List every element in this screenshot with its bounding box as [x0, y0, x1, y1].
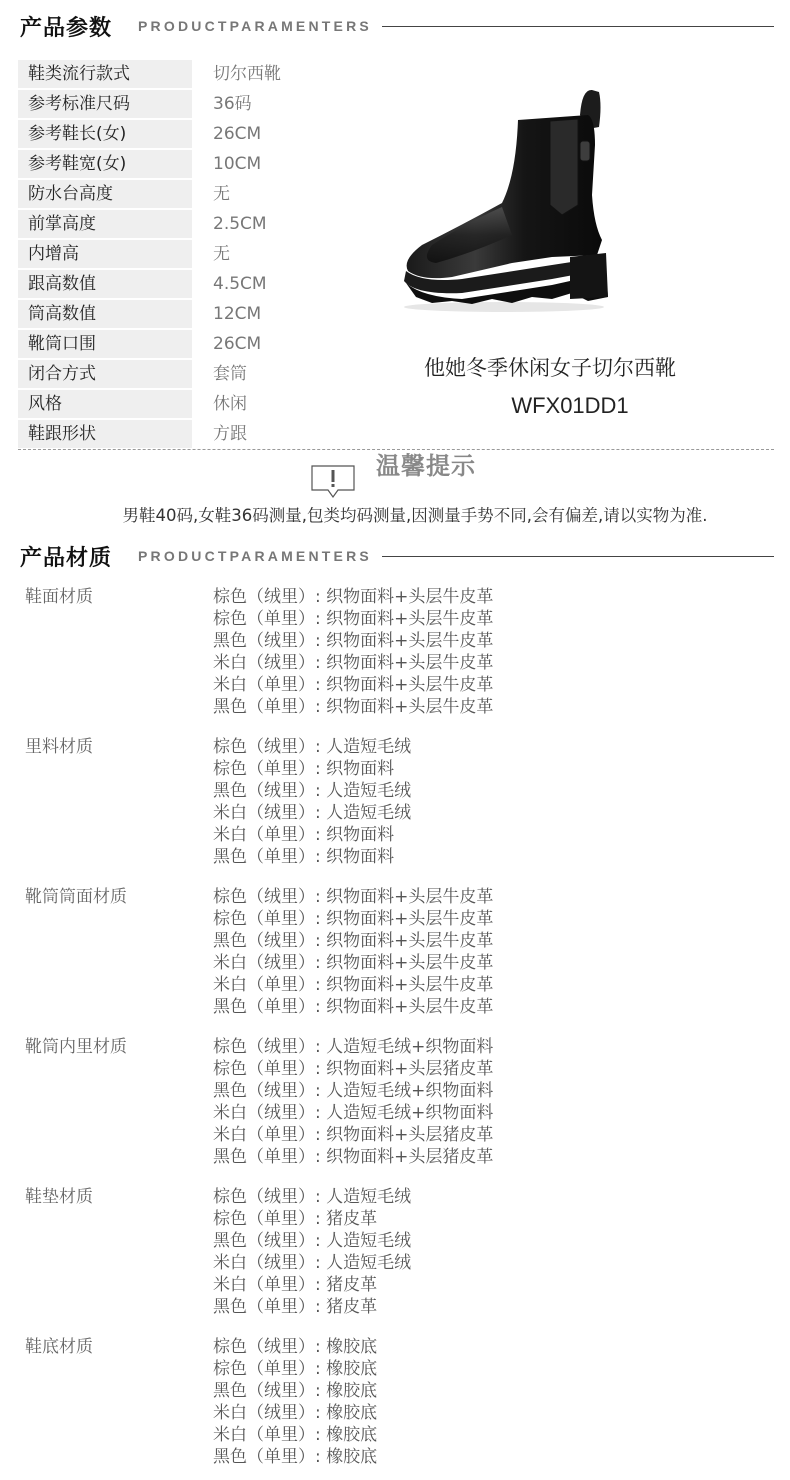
material-line: 棕色（绒里）: 人造短毛绒+织物面料 [213, 1037, 494, 1057]
material-label: 鞋底材质 [25, 1337, 93, 1357]
chelsea-boot-icon [392, 85, 617, 315]
params-section-header [20, 6, 774, 46]
material-line: 棕色（绒里）: 橡胶底 [213, 1337, 378, 1357]
product-code: WFX01DD1 [511, 393, 629, 418]
material-group [25, 586, 765, 718]
material-line: 米白（单里）: 织物面料+头层猪皮革 [213, 1125, 494, 1145]
material-line: 棕色（单里）: 猪皮革 [213, 1209, 378, 1229]
exclamation-icon [310, 464, 356, 500]
material-values [213, 736, 411, 868]
param-name: 鞋跟形状 [18, 420, 192, 448]
param-name: 风格 [18, 390, 192, 418]
material-line: 棕色（单里）: 织物面料+头层牛皮革 [213, 609, 494, 629]
material-label: 靴筒筒面材质 [25, 887, 127, 907]
param-row [18, 390, 378, 420]
material-line: 黑色（绒里）: 织物面料+头层牛皮革 [213, 931, 494, 951]
material-line: 黑色（绒里）: 橡胶底 [213, 1381, 378, 1401]
material-line: 棕色（单里）: 橡胶底 [213, 1359, 378, 1379]
material-values [213, 1036, 493, 1168]
param-value: 26CM [213, 124, 262, 144]
param-value: 4.5CM [213, 274, 267, 294]
param-value: 切尔西靴 [213, 64, 281, 84]
material-label: 鞋面材质 [25, 587, 93, 607]
material-line: 米白（绒里）: 织物面料+头层牛皮革 [213, 653, 494, 673]
param-value: 10CM [213, 154, 262, 174]
param-row [18, 300, 378, 330]
param-row [18, 330, 378, 360]
material-line: 米白（绒里）: 橡胶底 [213, 1403, 378, 1423]
params-section-title: 产品参数 [20, 15, 113, 41]
materials-section-subtitle: PRODUCTPARAMENTERS [138, 548, 372, 564]
material-line: 黑色（绒里）: 织物面料+头层牛皮革 [213, 631, 494, 651]
material-line: 米白（单里）: 织物面料 [213, 825, 395, 845]
param-name: 参考鞋长(女) [18, 120, 192, 148]
materials-list [25, 586, 765, 1480]
material-line: 棕色（绒里）: 织物面料+头层牛皮革 [213, 887, 494, 907]
material-values [213, 1186, 411, 1318]
param-value: 无 [213, 244, 230, 264]
param-name: 跟高数值 [18, 270, 192, 298]
material-group [25, 1036, 765, 1168]
material-line: 棕色（绒里）: 人造短毛绒 [213, 737, 412, 757]
param-name: 闭合方式 [18, 360, 192, 388]
materials-section-title: 产品材质 [20, 545, 113, 571]
param-row [18, 270, 378, 300]
param-name: 筒高数值 [18, 300, 192, 328]
material-line: 米白（单里）: 橡胶底 [213, 1425, 378, 1445]
material-line: 棕色（绒里）: 织物面料+头层牛皮革 [213, 587, 494, 607]
material-line: 米白（绒里）: 人造短毛绒 [213, 1253, 412, 1273]
material-values [213, 1336, 377, 1468]
material-line: 黑色（单里）: 织物面料+头层牛皮革 [213, 697, 494, 717]
header-rule [382, 556, 774, 557]
param-row [18, 120, 378, 150]
param-row [18, 420, 378, 450]
material-values [213, 586, 493, 718]
material-group [25, 1186, 765, 1318]
material-line: 米白（单里）: 猪皮革 [213, 1275, 378, 1295]
param-value: 12CM [213, 304, 262, 324]
param-value: 26CM [213, 334, 262, 354]
material-label: 鞋垫材质 [25, 1187, 93, 1207]
material-line: 米白（绒里）: 人造短毛绒+织物面料 [213, 1103, 494, 1123]
param-row [18, 180, 378, 210]
material-group [25, 1336, 765, 1468]
param-name: 前掌高度 [18, 210, 192, 238]
tip-text: 男鞋40码,女鞋36码测量,包类均码测量,因测量手势不同,会有偏差,请以实物为准. [122, 506, 708, 525]
param-value: 方跟 [213, 424, 247, 444]
material-line: 黑色（单里）: 橡胶底 [213, 1447, 378, 1467]
material-line: 黑色（绒里）: 人造短毛绒 [213, 1231, 412, 1251]
param-row [18, 90, 378, 120]
material-line: 米白（单里）: 织物面料+头层牛皮革 [213, 975, 494, 995]
material-line: 米白（单里）: 织物面料+头层牛皮革 [213, 675, 494, 695]
material-line: 棕色（单里）: 织物面料+头层猪皮革 [213, 1059, 494, 1079]
param-name: 参考标准尺码 [18, 90, 192, 118]
param-name: 靴筒口围 [18, 330, 192, 358]
param-value: 套筒 [213, 364, 247, 384]
material-line: 黑色（单里）: 织物面料+头层牛皮革 [213, 997, 494, 1017]
param-value: 无 [213, 184, 230, 204]
material-line: 米白（绒里）: 织物面料+头层牛皮革 [213, 953, 494, 973]
material-line: 黑色（绒里）: 人造短毛绒 [213, 781, 412, 801]
param-name: 内增高 [18, 240, 192, 268]
materials-section-header [20, 536, 774, 576]
material-label: 里料材质 [25, 737, 93, 757]
material-line: 棕色（单里）: 织物面料+头层牛皮革 [213, 909, 494, 929]
material-line: 棕色（绒里）: 人造短毛绒 [213, 1187, 412, 1207]
material-line: 黑色（单里）: 猪皮革 [213, 1297, 378, 1317]
material-line: 棕色（单里）: 织物面料 [213, 759, 395, 779]
param-row [18, 360, 378, 390]
param-row [18, 240, 378, 270]
param-row [18, 60, 378, 90]
product-image [392, 85, 617, 315]
params-section-subtitle: PRODUCTPARAMENTERS [138, 18, 372, 34]
param-table [18, 60, 378, 450]
param-name: 防水台高度 [18, 180, 192, 208]
material-group [25, 736, 765, 868]
material-values [213, 886, 493, 1018]
param-name: 参考鞋宽(女) [18, 150, 192, 178]
param-row [18, 150, 378, 180]
material-group [25, 886, 765, 1018]
param-name: 鞋类流行款式 [18, 60, 192, 88]
product-name: 他她冬季休闲女子切尔西靴 [424, 356, 676, 380]
param-value: 休闲 [213, 394, 247, 414]
param-value: 36码 [213, 94, 252, 114]
material-line: 黑色（单里）: 织物面料+头层猪皮革 [213, 1147, 494, 1167]
header-rule [382, 26, 774, 27]
material-line: 米白（绒里）: 人造短毛绒 [213, 803, 412, 823]
param-row [18, 210, 378, 240]
material-line: 黑色（单里）: 织物面料 [213, 847, 395, 867]
material-label: 靴筒内里材质 [25, 1037, 127, 1057]
material-line: 黑色（绒里）: 人造短毛绒+织物面料 [213, 1081, 494, 1101]
param-value: 2.5CM [213, 214, 267, 234]
tip-title: 温馨提示 [376, 452, 476, 480]
